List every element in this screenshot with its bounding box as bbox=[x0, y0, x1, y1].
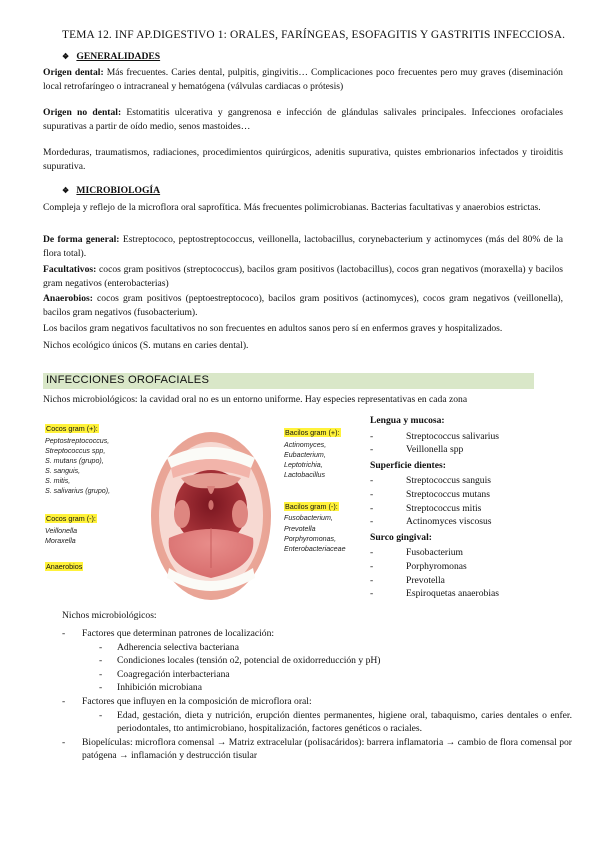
zone-item: - Porphyromonas bbox=[370, 561, 467, 573]
zone-item: - Streptococcus salivarius bbox=[370, 430, 499, 442]
facultativos-paragraph: Facultativos: cocos gram positivos (streptococcus), bacilos gram positivos (lactobacillus), cocos gran negativos (moraxella) y bacilos gram negativos (enterobacterias) bbox=[43, 264, 563, 289]
list-subitem: - Inhibición microbiana bbox=[99, 682, 202, 694]
zone-heading: Superficie dientes: bbox=[370, 459, 446, 471]
nichos-list bbox=[62, 627, 572, 763]
list-subitem: - Adherencia selectiva bacteriana bbox=[99, 641, 239, 653]
figure-left-labels bbox=[45, 422, 110, 573]
bacilos-neg-item: Porphyromonas, bbox=[284, 534, 337, 543]
cocos-pos-item: S. sanguis, bbox=[45, 466, 81, 475]
nichos-intro: Nichos microbiológicos: la cavidad oral no es un entorno uniforme. Hay especies representativas en cada zona bbox=[43, 394, 468, 405]
cocos-pos-item: Streptococcus spp, bbox=[45, 446, 106, 455]
oral-zones-list bbox=[370, 414, 570, 602]
zone-heading: Lengua y mucosa: bbox=[370, 415, 445, 426]
bacilos-neg-item: Fusobacterium, bbox=[284, 514, 333, 523]
other-causes-paragraph: Mordeduras, traumatismos, radiaciones, procedimientos quirúrgicos, adenitis supurativa, quistes embrionarios infectados y tiroiditis supurativa. bbox=[43, 147, 563, 172]
nichos-heading: Nichos microbiológicos: bbox=[62, 610, 157, 621]
bacilos-pos-item: Leptotrichia, bbox=[284, 460, 323, 469]
diamond-bullet-icon: ❖ bbox=[62, 186, 70, 195]
diamond-bullet-icon: ❖ bbox=[62, 52, 70, 61]
cocos-neg-label: Cocos gram (-): bbox=[46, 513, 96, 523]
list-item: - Biopelículas: microflora comensal → Matriz extracelular (polisacáridos): barrera inflamatoria → cambio de flora comensal por patógena → inflamación y destrucción tisular bbox=[62, 736, 572, 762]
origen-dental-paragraph: Origen dental: Más frecuentes. Caries dental, pulpitis, gingivitis… Complicaciones poco frecuentes pero muy graves (diseminación local retrofaríngeo o intracraneal y hematógena (válvulas cardiacas o prótesis) bbox=[43, 67, 563, 92]
zone-item: - Streptococcus mutans bbox=[370, 489, 490, 501]
zone-item: - Actinomyces viscosus bbox=[370, 516, 492, 528]
zone-item: - Streptococcus sanguis bbox=[370, 475, 491, 487]
origen-no-dental-paragraph: Origen no dental: Estomatitis ulcerativa y gangrenosa e infección de glándulas salivales principales. Infecciones orofaciales supurativas a partir de oído medio, senos mastoides… bbox=[43, 107, 563, 132]
figure-right-labels bbox=[284, 426, 346, 554]
oral-cavity-figure bbox=[43, 418, 361, 606]
list-item: - Factores que influyen en la composición de microflora oral: bbox=[62, 696, 312, 708]
section-heading-microbiologia: ❖ MICROBIOLOGÍA bbox=[62, 185, 161, 196]
bacilos-neg-label: Bacilos gram (-): bbox=[285, 501, 338, 511]
cocos-neg-item: Veillonella bbox=[45, 526, 78, 535]
section-heading-generalidades: ❖ GENERALIDADES bbox=[62, 51, 161, 62]
zone-item: - Espiroquetas anaerobias bbox=[370, 588, 499, 600]
cocos-neg-item: Moraxella bbox=[45, 536, 76, 545]
bacilos-pos-label: Bacilos gram (+): bbox=[285, 428, 340, 437]
section-heading-infecciones: INFECCIONES OROFACIALES bbox=[46, 374, 210, 386]
list-subitem: - Coagregación interbacteriana bbox=[99, 668, 230, 680]
cocos-pos-label: Cocos gram (+): bbox=[46, 424, 98, 433]
bacilos-neg-item: Prevotella bbox=[284, 524, 316, 533]
list-subitem: - Condiciones locales (tensión o2, potencial de oxidorreducción y pH) bbox=[99, 655, 381, 667]
cocos-pos-item: S. mutans (grupo), bbox=[45, 456, 104, 465]
page-title: TEMA 12. INF AP.DIGESTIVO 1: ORALES, FARÍNGEAS, ESOFAGITIS Y GASTRITIS INFECCIOSA. bbox=[62, 29, 566, 41]
list-item: - Factores que determinan patrones de localización: bbox=[62, 628, 275, 639]
bacilos-neg-item: Enterobacteriaceae bbox=[284, 544, 346, 553]
bacilos-pos-item: Eubacterium, bbox=[284, 450, 326, 459]
cocos-pos-item: Peptostreptococcus, bbox=[45, 436, 110, 445]
bacilos-paragraph: Los bacilos gram negativos facultativos no son frecuentes en adultos sanos pero sí en enfermos graves y hospitalizados. bbox=[43, 323, 503, 334]
zone-item: - Prevotella bbox=[370, 574, 445, 586]
forma-general-paragraph: De forma general: Estreptococo, peptostreptococcus, veillonella, lactobacillus, corynebacterium y actinomyces (más del 80% de la flora total). bbox=[43, 234, 563, 259]
zone-item: - Streptococcus mitis bbox=[370, 502, 482, 514]
zone-item: - Veillonella spp bbox=[370, 444, 464, 456]
zone-heading: Surco gingival: bbox=[370, 531, 432, 543]
anaerobios-paragraph: Anaerobios: cocos gram positivos (peptoestreptococo), bacilos gram positivos (actinomyces), cocos gram negativos (veillonella), bacilos gram negativos (fusobacterium). bbox=[43, 293, 563, 318]
section-band-infecciones bbox=[43, 373, 534, 389]
cocos-pos-item: S. salivarius (grupo), bbox=[45, 486, 111, 495]
zone-item: - Fusobacterium bbox=[370, 547, 464, 559]
list-subitem: - Edad, gestación, dieta y nutrición, erupción dientes permanentes, higiene oral, tabaquismo, caries dentales o enfer. periodontales, tto antimicrobiano, hospitalización, factores genéticos o raciales. bbox=[99, 709, 572, 735]
nichos-ecologicos-paragraph: Nichos ecológico únicos (S. mutans en caries dental). bbox=[43, 340, 249, 351]
anaerobios-label: Anaerobios bbox=[46, 561, 83, 571]
micro-intro-paragraph: Compleja y reflejo de la microflora oral saprofítica. Más frecuentes polimicrobianas. Bacterias facultativas y anaerobios estrictas. bbox=[43, 202, 541, 213]
cocos-pos-item: S. mitis, bbox=[45, 476, 71, 485]
bacilos-pos-item: Lactobacillus bbox=[284, 470, 326, 479]
open-mouth-illustration bbox=[147, 428, 275, 604]
bacilos-pos-item: Actinomyces, bbox=[284, 440, 327, 449]
